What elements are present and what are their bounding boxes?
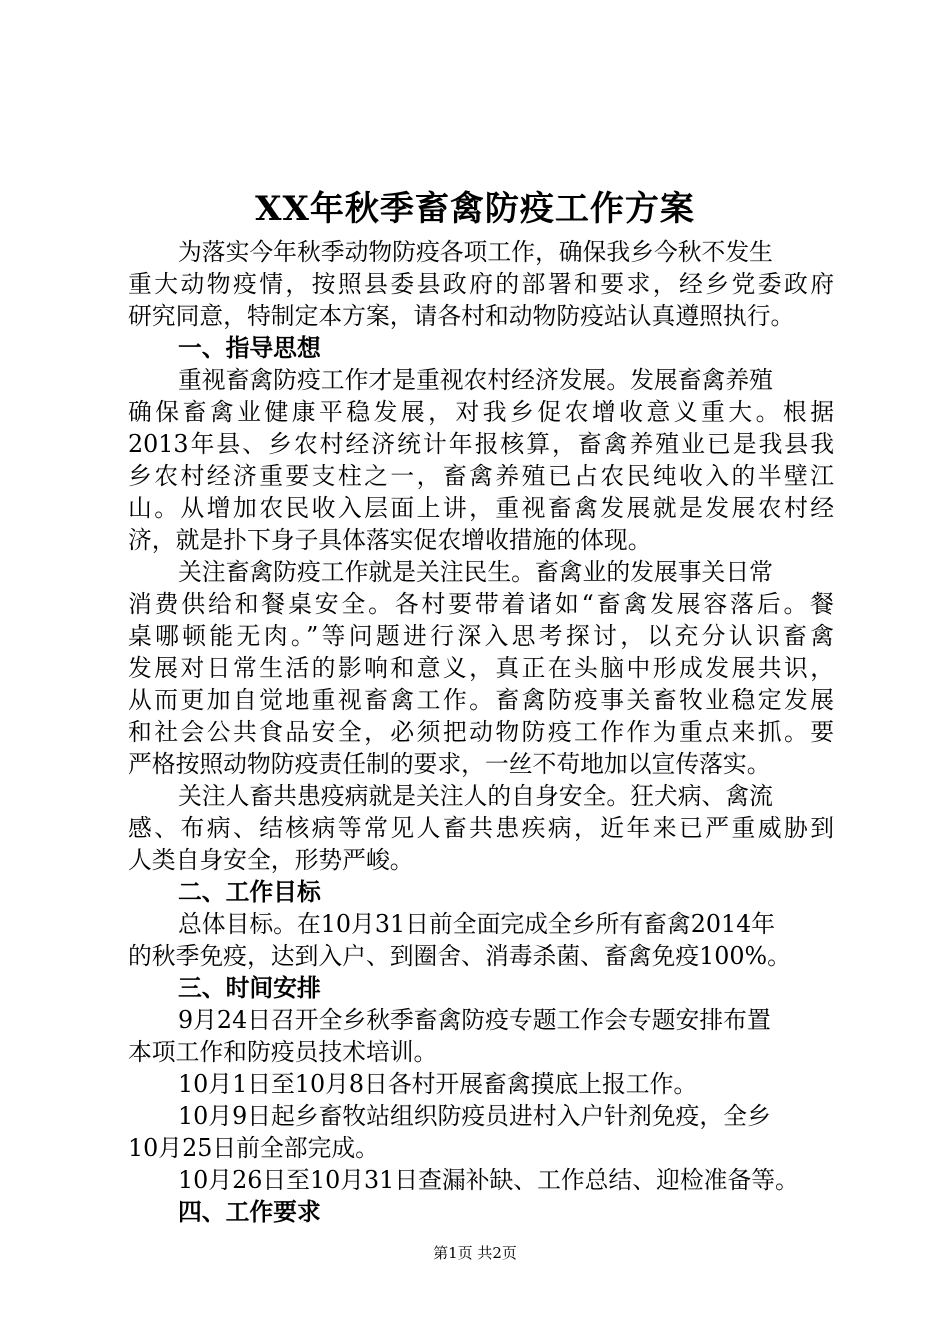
section-heading: 三、时间安排: [178, 974, 321, 1002]
page-footer: 第1页 共2页: [433, 1244, 517, 1262]
paragraph-line: 严格按照动物防疫责任制的要求，一丝不苟地加以宣传落实。: [128, 750, 771, 778]
paragraph-line: 桌哪顿能无肉。”等问题进行深入思考探讨，以充分认识畜禽: [128, 622, 834, 650]
paragraph-line: 和社会公共食品安全，必须把动物防疫工作作为重点来抓。要: [128, 718, 834, 746]
section-heading: 一、指导思想: [178, 334, 321, 362]
paragraph-line: 从而更加自觉地重视畜禽工作。畜禽防疫事关畜牧业稳定发展: [128, 686, 834, 714]
paragraph-line: 本项工作和防疫员技术培训。: [128, 1038, 438, 1066]
paragraph-line: 总体目标。在10月31日前全面完成全乡所有畜禽2014年: [178, 910, 776, 938]
document-title: XX年秋季畜禽防疫工作方案: [255, 189, 695, 229]
paragraph-line: 山。从增加农民收入层面上讲，重视畜禽发展就是发展农村经: [128, 494, 834, 522]
paragraph-line: 10月1日至10月8日各村开展畜禽摸底上报工作。: [178, 1070, 698, 1098]
section-heading: 四、工作要求: [178, 1198, 321, 1226]
paragraph-line: 为落实今年秋季动物防疫各项工作，确保我乡今秋不发生: [178, 238, 773, 266]
paragraph-line: 感、布病、结核病等常见人畜共患疾病，近年来已严重威胁到: [128, 814, 834, 842]
paragraph-line: 确保畜禽业健康平稳发展，对我乡促农增收意义重大。根据: [128, 398, 834, 426]
paragraph-line: 10月25日前全部完成。: [128, 1134, 379, 1162]
paragraph-line: 人类自身安全，形势严峻。: [128, 846, 414, 874]
paragraph-line: 消费供给和餐桌安全。各村要带着诸如“畜禽发展容落后。餐: [128, 590, 834, 618]
paragraph-line: 重大动物疫情，按照县委县政府的部署和要求，经乡党委政府: [128, 270, 834, 298]
paragraph-line: 关注人畜共患疫病就是关注人的自身安全。狂犬病、禽流: [178, 782, 773, 810]
paragraph-line: 9月24日召开全乡秋季畜禽防疫专题工作会专题安排布置: [178, 1006, 771, 1034]
paragraph-line: 2013年县、乡农村经济统计年报核算，畜禽养殖业已是我县我: [128, 430, 834, 458]
paragraph-line: 10月26日至10月31日查漏补缺、工作总结、迎检准备等。: [178, 1166, 799, 1194]
paragraph-line: 重视畜禽防疫工作才是重视农村经济发展。发展畜禽养殖: [178, 366, 773, 394]
section-heading: 二、工作目标: [178, 878, 321, 906]
paragraph-line: 济，就是扑下身子具体落实促农增收措施的体现。: [128, 526, 652, 554]
paragraph-line: 乡农村经济重要支柱之一，畜禽养殖已占农民纯收入的半壁江: [128, 462, 834, 490]
paragraph-line: 10月9日起乡畜牧站组织防疫员进村入户针剂免疫，全乡: [178, 1102, 771, 1130]
paragraph-line: 的秋季免疫，达到入户、到圈舍、消毒杀菌、畜禽免疫100%。: [128, 942, 791, 970]
paragraph-line: 关注畜禽防疫工作就是关注民生。畜禽业的发展事关日常: [178, 558, 773, 586]
paragraph-line: 研究同意，特制定本方案，请各村和动物防疫站认真遵照执行。: [128, 302, 795, 330]
paragraph-line: 发展对日常生活的影响和意义，真正在头脑中形成发展共识，: [128, 654, 834, 682]
document-body: [128, 236, 834, 1228]
